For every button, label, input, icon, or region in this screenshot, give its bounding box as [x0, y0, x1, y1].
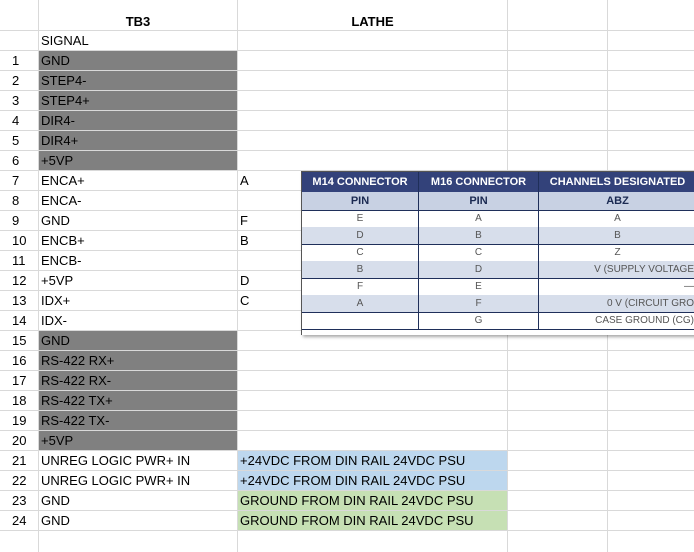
row-number: 18 — [12, 393, 27, 408]
m16-pin-cell: A — [419, 210, 539, 227]
sheet-row — [0, 111, 694, 131]
sheet-row — [0, 511, 694, 531]
row-number: 19 — [12, 413, 27, 428]
lathe-cell[interactable]: +24VDC FROM DIN RAIL 24VDC PSU — [238, 471, 507, 490]
signal-cell[interactable]: ENCA- — [41, 193, 82, 208]
sheet-row — [0, 491, 694, 511]
lathe-cell[interactable] — [238, 131, 507, 150]
lathe-cell[interactable]: +24VDC FROM DIN RAIL 24VDC PSU — [238, 451, 507, 470]
sheet-row — [0, 351, 694, 371]
row-number: 15 — [12, 333, 27, 348]
connector-table-header-row — [302, 172, 694, 192]
signal-cell[interactable]: STEP4+ — [39, 91, 237, 110]
lathe-cell[interactable] — [238, 371, 507, 390]
lathe-cell[interactable]: F — [240, 213, 248, 228]
m16-pin-cell: G — [419, 312, 539, 329]
connector-table-subheader-row — [302, 192, 694, 211]
signal-cell[interactable]: STEP4- — [39, 71, 237, 90]
row-number: 8 — [12, 193, 20, 208]
connector-table-row — [302, 210, 694, 228]
m14-pin-cell: C — [302, 244, 419, 261]
m14-pin-cell: D — [302, 227, 419, 244]
signal-cell[interactable]: UNREG LOGIC PWR+ IN — [41, 453, 191, 468]
row-number: 3 — [12, 93, 20, 108]
signal-cell[interactable]: DIR4- — [39, 111, 237, 130]
signal-cell[interactable]: IDX- — [41, 313, 67, 328]
row-number: 12 — [12, 273, 27, 288]
lathe-cell[interactable]: A — [240, 173, 249, 188]
m14-pin-cell: F — [302, 278, 419, 295]
signal-cell[interactable]: +5VP — [39, 431, 237, 450]
lathe-cell[interactable] — [238, 391, 507, 410]
row-number: 2 — [12, 73, 20, 88]
signal-cell[interactable]: ENCA+ — [41, 173, 85, 188]
connector-table-row — [302, 261, 694, 279]
signal-cell[interactable]: RS-422 TX+ — [39, 391, 237, 410]
row-number: 7 — [12, 173, 20, 188]
row-number: 14 — [12, 313, 27, 328]
channel-cell: B — [539, 227, 694, 244]
channels-designated-header: CHANNELS DESIGNATED — [539, 172, 694, 192]
signal-cell[interactable]: SIGNAL — [41, 33, 89, 48]
column-header-lathe[interactable]: LATHE — [351, 14, 394, 29]
signal-cell[interactable]: UNREG LOGIC PWR+ IN — [41, 473, 191, 488]
connector-table-row — [302, 295, 694, 313]
sheet-row — [0, 51, 694, 71]
lathe-cell[interactable] — [238, 31, 507, 50]
row-number: 4 — [12, 113, 20, 128]
lathe-cell[interactable] — [238, 71, 507, 90]
channel-cell: A — [539, 210, 694, 227]
connector-table-row — [302, 278, 694, 296]
row-number: 6 — [12, 153, 20, 168]
channel-cell: V (SUPPLY VOLTAGE — [539, 261, 694, 278]
channel-cell: CASE GROUND (CG) — [539, 312, 694, 329]
row-number: 11 — [12, 253, 26, 268]
lathe-cell[interactable] — [238, 151, 507, 170]
signal-cell[interactable]: ENCB- — [41, 253, 82, 268]
channel-cell: — — [539, 278, 694, 295]
signal-cell[interactable]: +5VP — [39, 151, 237, 170]
lathe-cell[interactable]: GROUND FROM DIN RAIL 24VDC PSU — [238, 491, 507, 510]
row-number: 13 — [12, 293, 27, 308]
lathe-cell[interactable] — [238, 51, 507, 70]
signal-cell[interactable]: DIR4+ — [39, 131, 237, 150]
sheet-row — [0, 151, 694, 171]
signal-cell[interactable]: ENCB+ — [41, 233, 85, 248]
sheet-row — [0, 391, 694, 411]
m16-pin-subheader: PIN — [419, 192, 539, 210]
signal-cell[interactable]: GND — [41, 213, 70, 228]
row-number: 24 — [12, 513, 27, 528]
lathe-cell[interactable] — [238, 431, 507, 450]
abz-subheader: ABZ — [539, 192, 694, 210]
signal-cell[interactable]: RS-422 RX- — [39, 371, 237, 390]
column-header-tb3[interactable]: TB3 — [125, 14, 151, 29]
lathe-cell[interactable] — [238, 111, 507, 130]
signal-cell[interactable]: GND — [39, 51, 237, 70]
m16-pin-cell: B — [419, 227, 539, 244]
lathe-cell[interactable]: GROUND FROM DIN RAIL 24VDC PSU — [238, 511, 507, 530]
sheet-row — [0, 471, 694, 491]
signal-cell[interactable]: GND — [41, 493, 70, 508]
lathe-cell[interactable]: C — [240, 293, 250, 308]
connector-table-row — [302, 227, 694, 245]
lathe-cell[interactable]: B — [240, 233, 249, 248]
row-number — [0, 31, 38, 50]
signal-cell[interactable]: GND — [39, 331, 237, 350]
signal-cell[interactable]: IDX+ — [41, 293, 71, 308]
m16-pin-cell: C — [419, 244, 539, 261]
sheet-row — [0, 371, 694, 391]
row-number: 22 — [12, 473, 27, 488]
row-number: 21 — [12, 453, 27, 468]
sheet-row — [0, 431, 694, 451]
sheet-row — [0, 131, 694, 151]
row-number: 10 — [12, 233, 27, 248]
sheet-row — [0, 91, 694, 111]
sheet-row — [0, 31, 694, 51]
channel-cell: 0 V (CIRCUIT GRO — [539, 295, 694, 312]
connector-table-row — [302, 312, 694, 330]
m14-connector-header: M14 CONNECTOR — [302, 172, 419, 192]
sheet-row — [0, 411, 694, 431]
sheet-row — [0, 71, 694, 91]
m14-pin-subheader: PIN — [302, 192, 419, 210]
m16-pin-cell: D — [419, 261, 539, 278]
m14-pin-cell: B — [302, 261, 419, 278]
row-number: 16 — [12, 353, 27, 368]
m16-pin-cell: F — [419, 295, 539, 312]
row-number: 9 — [12, 213, 20, 228]
row-number: 20 — [12, 433, 27, 448]
connector-pinout-table-image[interactable] — [301, 171, 694, 335]
row-number: 17 — [12, 373, 27, 388]
sheet-header-row — [0, 0, 694, 31]
signal-cell[interactable]: +5VP — [41, 273, 74, 288]
signal-cell[interactable]: GND — [41, 513, 70, 528]
signal-cell[interactable]: RS-422 TX- — [39, 411, 237, 430]
row-number: 5 — [12, 133, 20, 148]
connector-table-row — [302, 244, 694, 262]
m14-pin-cell: A — [302, 295, 419, 312]
m16-connector-header: M16 CONNECTOR — [419, 172, 539, 192]
lathe-cell[interactable] — [238, 351, 507, 370]
m16-pin-cell: E — [419, 278, 539, 295]
row-number: 1 — [12, 53, 20, 68]
lathe-cell[interactable] — [238, 91, 507, 110]
signal-cell[interactable]: RS-422 RX+ — [39, 351, 237, 370]
lathe-cell[interactable]: D — [240, 273, 250, 288]
row-number: 23 — [12, 493, 27, 508]
sheet-row — [0, 451, 694, 471]
lathe-cell[interactable] — [238, 411, 507, 430]
m14-pin-cell: E — [302, 210, 419, 227]
m14-pin-cell — [302, 312, 419, 329]
channel-cell: Z — [539, 244, 694, 261]
